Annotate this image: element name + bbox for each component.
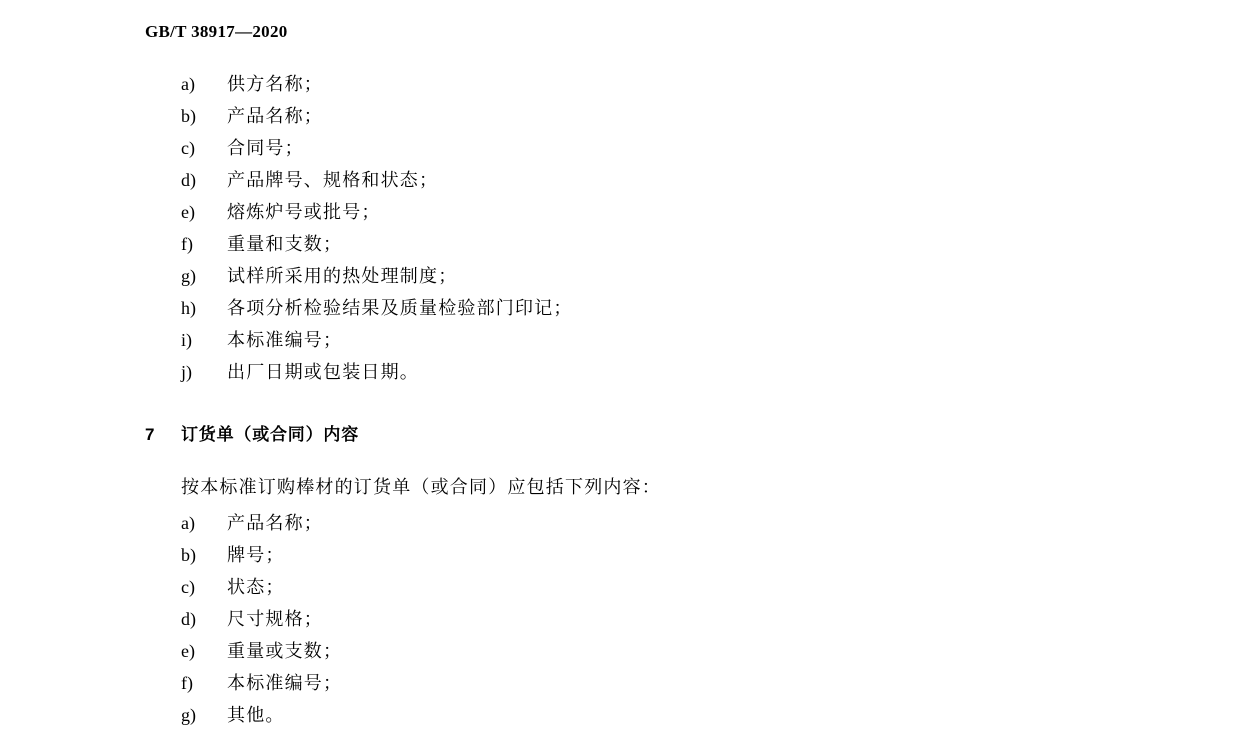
list-item-marker: b) xyxy=(181,545,196,565)
list-item-marker: j) xyxy=(181,362,192,382)
list-item-marker: g) xyxy=(181,266,196,286)
list-item-marker: c) xyxy=(181,138,195,158)
list-item-marker: a) xyxy=(181,74,195,94)
list-item xyxy=(145,294,1145,326)
list-item-text: 牌号； xyxy=(227,545,285,565)
list-item-text: 产品名称； xyxy=(227,106,323,126)
list-item-text: 尺寸规格； xyxy=(227,609,323,629)
page-content xyxy=(145,70,1145,733)
list-item-marker: g) xyxy=(181,705,196,725)
list-item xyxy=(145,198,1145,230)
list-item-text: 产品名称； xyxy=(227,513,323,533)
list-item-text: 各项分析检验结果及质量检验部门印记； xyxy=(227,298,573,318)
list-item-text: 产品牌号、规格和状态； xyxy=(227,170,439,190)
list-item-marker: d) xyxy=(181,609,196,629)
list-item xyxy=(145,230,1145,262)
list-item xyxy=(145,541,1145,573)
list-item xyxy=(145,102,1145,134)
page-header-standard-code: GB/T 38917—2020 xyxy=(145,22,288,41)
list-item xyxy=(145,637,1145,669)
list-item xyxy=(145,166,1145,198)
section-number: 7 xyxy=(145,425,155,444)
list-item-marker: e) xyxy=(181,202,195,222)
list-item-text: 状态； xyxy=(227,577,285,597)
list-item-text: 熔炼炉号或批号； xyxy=(227,202,381,222)
list-item-text: 重量或支数； xyxy=(227,641,343,661)
list-item-text: 本标准编号； xyxy=(227,330,343,350)
certificate-items-list xyxy=(145,70,1145,390)
list-item-marker: f) xyxy=(181,673,193,693)
list-item xyxy=(145,605,1145,637)
section-title: 订货单（或合同）内容 xyxy=(181,425,359,444)
section7-intro-paragraph: 按本标准订购棒材的订货单（或合同）应包括下列内容： xyxy=(181,477,661,497)
list-item-marker: b) xyxy=(181,106,196,126)
list-item-marker: a) xyxy=(181,513,195,533)
list-item-text: 其他。 xyxy=(227,705,285,725)
list-item-marker: f) xyxy=(181,234,193,254)
list-item-text: 本标准编号； xyxy=(227,673,343,693)
list-item xyxy=(145,134,1145,166)
list-item-text: 供方名称； xyxy=(227,74,323,94)
order-items-list xyxy=(145,509,1145,733)
list-item xyxy=(145,701,1145,733)
list-item xyxy=(145,669,1145,701)
list-item xyxy=(145,509,1145,541)
list-item xyxy=(145,326,1145,358)
list-item-marker: i) xyxy=(181,330,192,350)
list-item-marker: e) xyxy=(181,641,195,661)
list-item-text: 重量和支数； xyxy=(227,234,343,254)
list-item-marker: d) xyxy=(181,170,196,190)
list-item-text: 试样所采用的热处理制度； xyxy=(227,266,458,286)
list-item xyxy=(145,358,1145,390)
list-item xyxy=(145,573,1145,605)
section-heading-7 xyxy=(145,420,1145,445)
list-item-text: 出厂日期或包装日期。 xyxy=(227,362,419,382)
list-item xyxy=(145,70,1145,102)
list-item-marker: c) xyxy=(181,577,195,597)
list-item-text: 合同号； xyxy=(227,138,304,158)
list-item xyxy=(145,262,1145,294)
list-item-marker: h) xyxy=(181,298,196,318)
